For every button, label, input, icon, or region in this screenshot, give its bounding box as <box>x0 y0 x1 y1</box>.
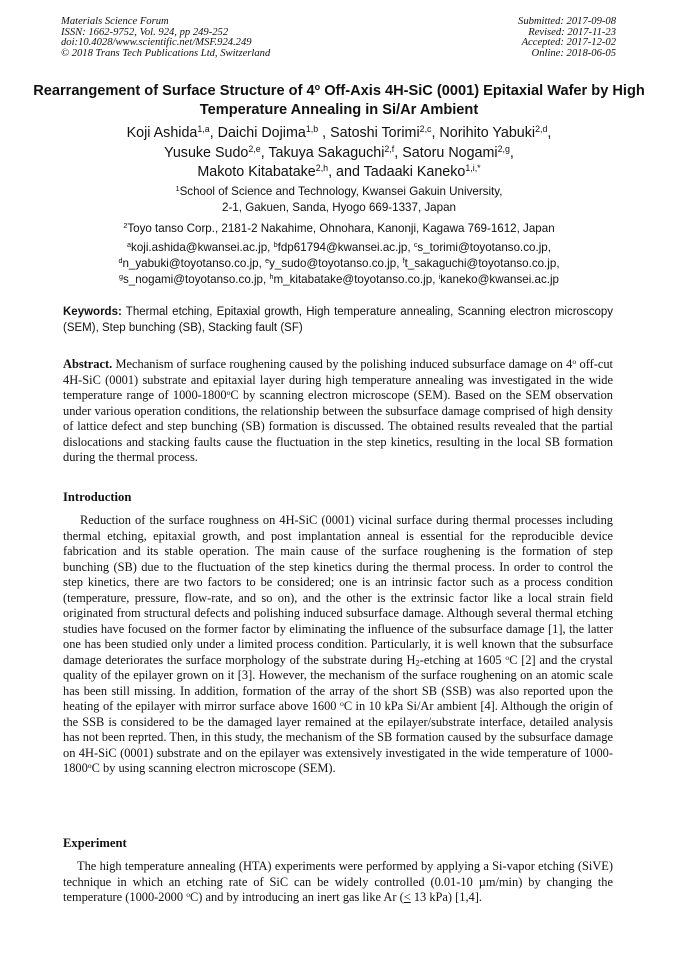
author-list: Koji Ashida$^{1,a}$, Daichi Dojima$^{1,b}$ , Satoshi Torimi$^{2,c}$, Norihito Yabuki$^{2,d}$, Yusuke Sudo$^{2,e}$, Takuya Sakaguchi$^{2,f}$, Satoru Nogami$^{2,g}$, Makoto Kitabatake$^{2,h}$, and Tadaaki Kaneko$^{1,i,*}$ <box>126 124 552 180</box>
keywords-label: Keywords: <box>63 306 122 318</box>
author: Takuya Sakaguchi$^{2,f}$ <box>268 143 395 161</box>
journal-name: Materials Science Forum <box>61 16 169 27</box>
submitted-date: Submitted: 2017-09-08 <box>518 16 616 27</box>
email-e: y_sudo@toyotanso.co.jp <box>269 257 397 270</box>
author: Daichi Dojima$^{1,b}$ <box>217 124 319 141</box>
affiliation-1: $^1$School of Science and Technology, Kwansei Gakuin University, 2-1, Gakuen, Sanda, Hyogo 669-1337, Japan <box>175 184 503 214</box>
email-f: t_sakaguchi@toyotanso.co.jp <box>404 257 557 270</box>
journal-info <box>61 17 270 59</box>
doi-line: doi:10.4028/www.scientific.net/MSF.924.249 <box>61 37 252 49</box>
author: Satoshi Torimi$^{2,c}$ <box>330 124 432 141</box>
publication-dates <box>518 17 616 59</box>
email-d: n_yabuki@toyotanso.co.jp <box>122 257 259 270</box>
email-i: kaneko@kwansei.ac.jp <box>440 273 560 286</box>
copyright-line: © 2018 Trans Tech Publications Ltd, Switzerland <box>61 47 271 59</box>
author: Yusuke Sudo$^{2,e}$ <box>164 143 261 161</box>
experiment-heading: Experiment <box>63 836 127 850</box>
author: Satoru Nogami$^{2,g}$ <box>402 143 510 161</box>
author: Tadaaki Kaneko$^{1,i,*}$ <box>363 163 481 180</box>
accepted-date: Accepted: 2017-12-02 <box>521 37 616 49</box>
email-h: m_kitabatake@toyotanso.co.jp <box>273 273 433 286</box>
online-date: Online: 2018-06-05 <box>531 47 616 59</box>
paper-title: Rearrangement of Surface Structure of 4$^o$ Off-Axis 4H-SiC (0001) Epitaxial Wafer by High Temperature Annealing in Si/Ar Ambient <box>33 82 645 118</box>
author: Makoto Kitabatake$^{2,h}$ <box>197 163 329 180</box>
abstract-label: Abstract. <box>63 357 113 371</box>
email-c: s_torimi@toyotanso.co.jp <box>417 241 548 254</box>
author: Koji Ashida$^{1,a}$ <box>126 124 210 141</box>
author: Norihito Yabuki$^{2,d}$ <box>439 124 548 141</box>
keywords <box>63 305 613 336</box>
experiment-paragraph: The high temperature annealing (HTA) experiments were performed by applying a Si-vapor etching (SiVE) technique in which an etching rate of SiC can be widely controlled (0.01-10 µm/min) by changing the temperature (1000-2000 $^o$C) and by introducing an inert gas like Ar (< 13 kPa) [1,4]. <box>63 859 613 904</box>
keywords-text: Thermal etching, Epitaxial growth, High temperature annealing, Scanning electron microscopy (SEM), Step bunching (SB), Stacking fault (SF) <box>63 306 613 334</box>
revised-date: Revised: 2017-11-23 <box>528 26 616 38</box>
email-g: s_nogami@toyotanso.co.jp <box>122 273 264 286</box>
email-a: koji.ashida@kwansei.ac.jp <box>131 241 268 254</box>
affiliation-2: $^2$Toyo tanso Corp., 2181-2 Nakahime, Ohnohara, Kanonji, Kagawa 769-1612, Japan <box>123 221 555 235</box>
introduction-paragraph: Reduction of the surface roughness on 4H-SiC (0001) vicinal surface during thermal processes including thermal etching, epitaxial growth, and post implantation anneal is essential for the reproducible device fabrication and its stable operation. The main cause of the surface roughening is the formation of step bunching (SB) due to the fluctuation of the step kinetics during the thermal process. In order to control the step kinetics, there are two factors to be considered; one is an intrinsic factor such as a process condition (temperature, pressure, flow-rate, and so on), and the other is the extrinsic factor like a local strain field originated from structural defects and polishing induced subsurface damage. Although several thermal etching studies have focused on the former factor by eliminating the influence of the subsurface damage [1], the latter one has been studied only under a limited process condition. Particularly, it is well known that the subsurface damage deteriorates the surface morphology of the substrate during $H_2$-etching at 1605 $^o$C [2] and the crystal quality of the epilayer grown on it [3]. However, the mechanism of the surface roughening on an atomic scale has been still missing. In addition, formation of the array of the short SB (SSB) was also reported upon the heating of the epilayer with mirror surface above 1600 $^o$C in 10 kPa Si/Ar ambient [4]. Although the origin of the SSB is considered to be the damaged layer remained at the epilayer/substrate interface, detailed analysis has not been reprted. Then, in this study, the mechanism of the SB formation caused by the subsurface damage on 4H-SiC (0001) substrate and on the epilayer was extensively investigated in the wide temperature of 1000-1800$^o$C by using scanning electron microscope (SEM). <box>63 513 613 775</box>
email-list: $^a$koji.ashida@kwansei.ac.jp, $^b$fdp61794@kwansei.ac.jp, $^c$s_torimi@toyotanso.co.jp, $^d$n_yabuki@toyotanso.co.jp, $^e$y_sudo@toyotanso.co.jp, $^f$t_sakaguchi@toyotanso.co.jp, $^g$s_nogami@toyotanso.co.jp, $^h$m_kitabatake@toyotanso.co.jp, $^i$kaneko@kwansei.ac.jp <box>118 240 560 286</box>
introduction-heading: Introduction <box>63 490 132 504</box>
abstract: Abstract. Mechanism of surface roughening caused by the polishing induced subsurface damage on 4$^o$ off-cut 4H-SiC (0001) substrate and epitaxial layer during high temperature annealing was investigated in the wide temperature range of 1000-1800$^o$C by scanning electron microscope (SEM). Based on the SEM observation under various operation conditions, the relationship between the subsurface damage comprised of high density of lattice defect and step bunching (SB) formation is discussed. The obtained results revealed that the partial dislocations and stacking faults cause the fluctuation in the step kinetics, resulting in the local SB formation during the thermal process. <box>63 356 613 464</box>
issn-line: ISSN: 1662-9752, Vol. 924, pp 249-252 <box>61 26 229 38</box>
email-b: fdp61794@kwansei.ac.jp <box>277 241 408 254</box>
